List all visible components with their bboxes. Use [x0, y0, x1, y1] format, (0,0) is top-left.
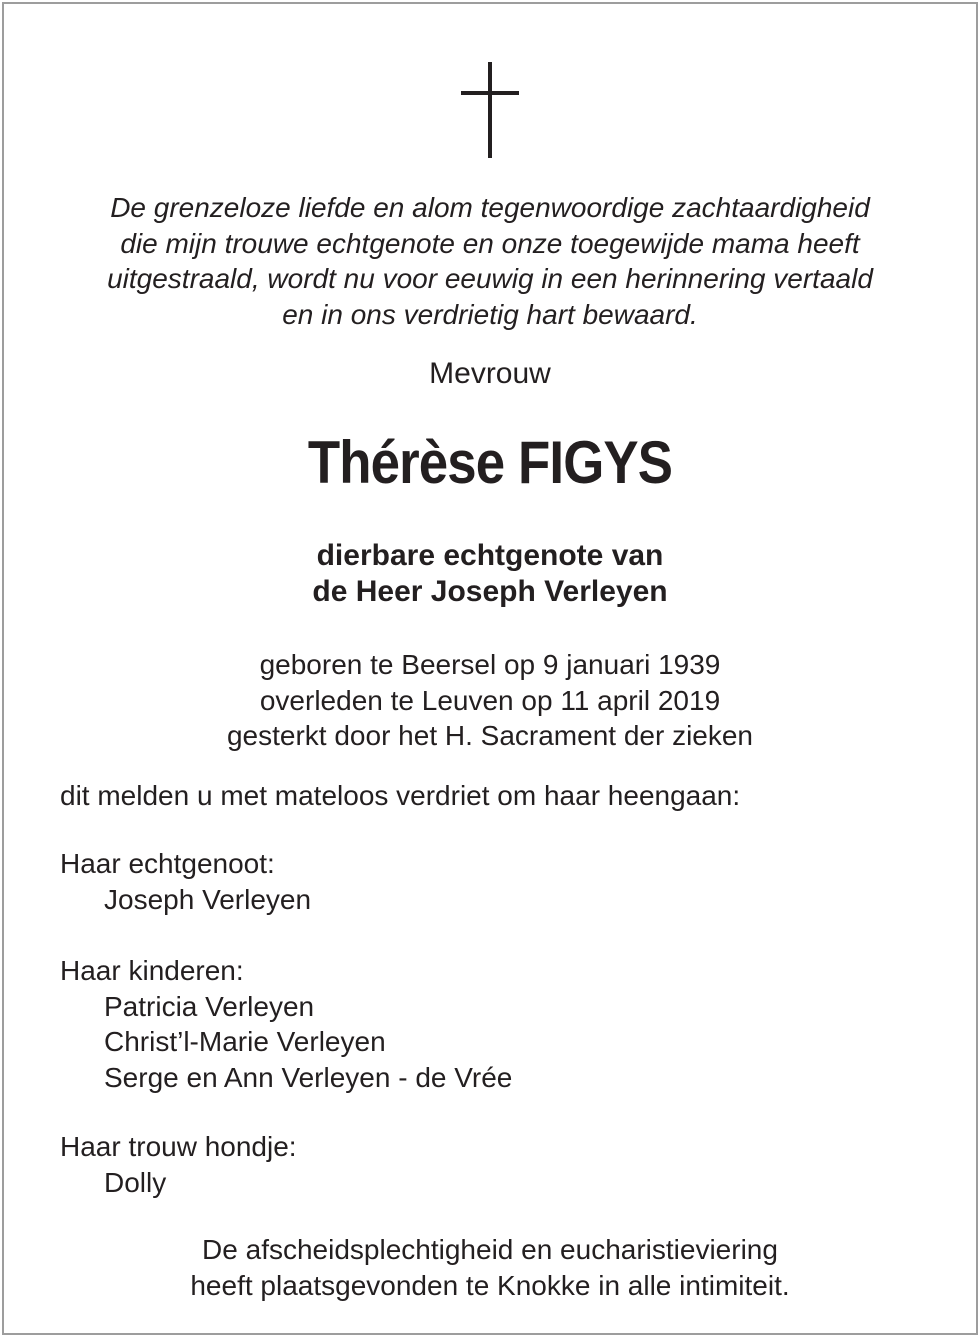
verse-line: die mijn trouwe echtgenote en onze toegewijde mama heeft — [120, 227, 860, 259]
group-member: Patricia Verleyen — [104, 990, 315, 1022]
group-label: Haar trouw hondje: — [60, 1131, 297, 1162]
group-member: Dolly — [104, 1166, 167, 1198]
spouse-line: de Heer Joseph Verleyen — [312, 575, 668, 608]
group-spouse — [60, 846, 311, 917]
group-dog — [60, 1129, 297, 1200]
cross-icon — [461, 62, 521, 160]
life-dates — [0, 647, 980, 754]
sacrament-line: gesterkt door het H. Sacrament der zieken — [226, 720, 754, 751]
memorial-verse — [0, 190, 980, 332]
deceased-name: Thérèse FIGYS — [307, 429, 673, 496]
group-member: Serge en Ann Verleyen - de Vrée — [104, 1061, 513, 1093]
verse-line: uitgestraald, wordt nu voor eeuwig in een herinnering vertaald — [107, 263, 873, 294]
group-member: Joseph Verleyen — [104, 883, 312, 915]
salutation: Mevrouw — [429, 357, 551, 390]
verse-line: De grenzeloze liefde en alom tegenwoordige zachtaardigheid — [110, 192, 870, 223]
spouse-line: dierbare echtgenote van — [316, 539, 664, 572]
group-label: Haar echtgenoot: — [60, 848, 275, 879]
closing-text — [0, 1232, 980, 1303]
announcement: dit melden u met mateloos verdriet om haar heengaan: — [60, 780, 741, 811]
verse-line: en in ons verdrietig hart bewaard. — [282, 298, 698, 330]
birth-line: geboren te Beersel op 9 januari 1939 — [259, 649, 721, 680]
death-line: overleden te Leuven op 11 april 2019 — [259, 684, 721, 716]
closing-line: De afscheidsplechtigheid en eucharistieviering — [202, 1234, 778, 1265]
group-label: Haar kinderen: — [60, 955, 244, 986]
spouse-info — [0, 538, 980, 610]
group-member: Christ’l-Marie Verleyen — [104, 1026, 386, 1057]
closing-line: heeft plaatsgevonden te Knokke in alle intimiteit. — [190, 1269, 790, 1301]
group-children — [60, 953, 512, 1095]
